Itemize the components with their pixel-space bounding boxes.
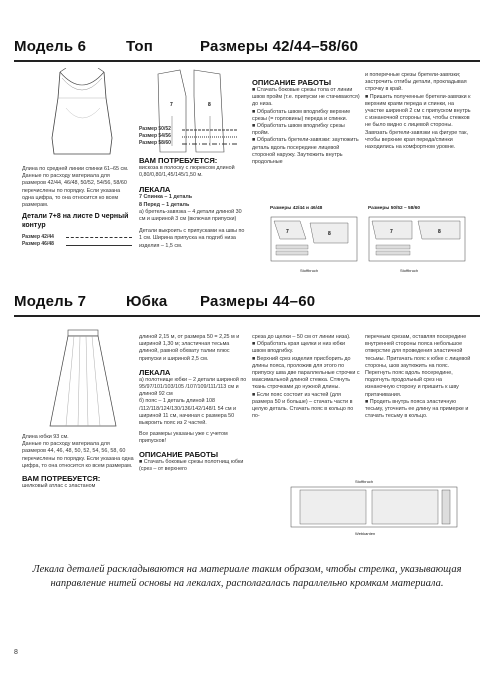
model6-details: Детали 7+8 на листе D черный контур	[22, 213, 129, 229]
size-legend-lines	[180, 127, 240, 151]
size-key-42	[22, 234, 132, 241]
size-key-46	[22, 241, 132, 248]
model7-sizes: Размеры 44–60	[200, 293, 316, 310]
model7-work-1: ■ Стачать боковые срезы полотнищ юбки (срез – от верхнего	[139, 458, 244, 472]
model6-lekala-heading: ЛЕКАЛА	[139, 185, 171, 195]
model7-header	[14, 293, 480, 310]
svg-text:7: 7	[390, 229, 393, 235]
model7-work-3: перечным срезам, оставляя посередине внутренней стороны пояса небольшое отверстие для проведения эластичной тесьмы. Притачать пояс к юбке с лицевой стороны, шов заутюжить на пояс. Перегнуть пояс вдоль посередине, подогнуть продольный срез на изнаночную сторону и пришить к шву притачивания. ■ Продеть внутрь пояса эластичную тесьму, уточнить ее длину на примерке и стачать тесьму в кольцо.	[365, 334, 471, 420]
model6-usage-note: Данные по расходу материала для размеров 42/44, 46/48, 50/52, 54/56, 58/60 перечислены по порядку. Если указана одна цифра, то она относится ко всем размерам.	[22, 173, 127, 209]
size-legend-row: Размер 54/56	[139, 133, 171, 140]
size-legend-row: Размер 58/60	[139, 140, 171, 147]
skirt-layout-selvage: Webkanten	[355, 531, 376, 536]
model6-cut-note: Детали выкроить с припусками на швы по 1 см. Ширина припуска на подгиб низа изделия – 1,5 см.	[139, 228, 245, 249]
model7-lekala-note: Все размеры указаны уже с учетом припусков!	[139, 431, 228, 445]
model6-left-column	[22, 166, 132, 249]
model7-number: Модель 7	[14, 293, 87, 310]
model7-column-3	[252, 334, 360, 420]
model7-lekala-list: а) полотнище юбки – 2 детали шириной по 95/97/101/103/105 /107/109/111/113 см и длиной 92 см б) пояс – 1 деталь длиной 108 /112/118/124/130/136/142/148/1 54 см и шириной 11 см, начиная с размера 50 выкроить пояс из 2 частей.	[139, 376, 247, 427]
skirt-layout-diagram	[290, 486, 460, 530]
model6-lekala-list: 7 Спинка – 1 деталь 8 Перед – 1 деталь	[139, 194, 193, 208]
layout2-label: Размеры 50/52 – 58/60	[368, 206, 421, 211]
model6-work-column	[252, 78, 360, 166]
model6-need-heading: ВАМ ПОТРЕБУЕТСЯ:	[139, 156, 218, 165]
model6-rule	[14, 60, 480, 62]
layout1-diagram	[270, 213, 360, 269]
model7-work-2: среза до щелки – 50 см от линии низа). ■ Обработать края щелки и низ юбки швом вподгибку. ■ Верхний срез изделия присборить до длины пояса, проложив для этого по припуску шва две параллельные строчки с максимальной длиной стежка. Стянуть ткань строчками до нужной длины. ■ Если пояс состоит из частей (для размера 50 и больше) – стачать части в целую деталь. Стачать пояс в кольцо по по-	[252, 334, 360, 420]
layout2-fold: Stoffbruch	[400, 268, 419, 273]
page-number: 8	[14, 649, 18, 656]
svg-text:7: 7	[286, 229, 289, 235]
skirt-illustration	[40, 326, 126, 430]
model6-name: Топ	[126, 38, 154, 55]
size-key-label: Размер 46/48	[22, 241, 54, 248]
model7-column-4	[365, 334, 473, 420]
model7-need-heading: ВАМ ПОТРЕБУЕТСЯ:	[22, 474, 101, 484]
top-illustration	[30, 68, 130, 158]
footer-note: Лекала деталей раскладываются на материале таким образом, чтобы стрелка, указывающая направление нитей основы на лекалах, располагалась параллельно кромкам материала.	[32, 564, 462, 589]
svg-text:8: 8	[438, 229, 441, 235]
model6-need: вискоза в полоску с люрексом длиной 0,80/0,80/1,45/145/1,50 м.	[139, 165, 235, 179]
model6-work-1: ■ Стачать боковые срезы топа от линии швов пройм (т.е. припуски не стачиваются) до низа. ■ Обработать швом вподгибку верхние срезы (= горловины) переда и спинки. ■ Обработать швом вподгибку срезы пройм. ■ Обработать бретели-завязки: заутюжить деталь вдоль посередине лицевой стороной наружу. Заутюжить внутрь продольные	[252, 87, 360, 166]
layout2-diagram	[368, 213, 468, 269]
model6-work-column-2	[365, 72, 473, 151]
model6-work-heading: ОПИСАНИЕ РАБОТЫ	[252, 78, 332, 87]
model6-length: Длина по средней линии спинки 61–65 см.	[22, 166, 129, 172]
model6-work-2: и поперечные срезы бретели-завязки; застрочить отгибы детали, прокладывая строчку в край. ■ Пришить полученные бретели-завязки к верхним краям переда и спинки, на участке шириной 2 см с припуском внутрь с изнаночной стороны так, чтобы стежков не было видно с лицевой стороны. Завязать бретели-завязки на фигуре так, чтобы верхние края переда/спинки находились на комфортном уровне.	[365, 72, 471, 151]
model7-usage-note: Данные по расходу материала для размеров 44, 46, 48, 50, 52, 54, 56, 58, 60 перечислены по порядку. Если указана одна цифра, то она относится ко всем размерам.	[22, 441, 134, 469]
layout1-label: Размеры 42/44 и 46/48	[270, 206, 323, 211]
svg-text:8: 8	[208, 102, 211, 108]
model7-lekala-heading: ЛЕКАЛА	[139, 367, 171, 377]
model6-header	[14, 38, 480, 55]
model7-rule	[14, 315, 480, 317]
model7-left-column	[22, 434, 134, 490]
svg-text:7: 7	[170, 102, 173, 108]
size-legend-row: Размер 50/52	[139, 126, 171, 132]
model6-number: Модель 6	[14, 38, 87, 55]
model7-need: шелковый атлас с эластаном	[22, 483, 96, 490]
model6-sizes: Размеры 42/44–58/60	[200, 38, 359, 55]
size-key-label: Размер 42/44	[22, 234, 54, 241]
size-key-line	[66, 237, 132, 238]
model7-need-cont: длиной 2,15 м, от размера 50 = 2,25 м и шириной 1,30 м; эластичная тесьма длиной, равной обхвату талии плюс припуски и шириной 2,5 см.	[139, 334, 240, 362]
svg-text:8: 8	[328, 231, 331, 237]
layout1-fold: Stoffbruch	[300, 268, 319, 273]
model7-name: Юбка	[126, 293, 168, 310]
size-key-line	[66, 245, 132, 246]
model6-straps: а) бретель-завязка – 4 детали длиной 30 см и шириной 3 см (включая припуски)	[139, 208, 242, 223]
model6-middle-column	[139, 156, 247, 250]
model7-length: Длина юбки 93 см.	[22, 434, 69, 440]
model7-work-heading: ОПИСАНИЕ РАБОТЫ	[139, 449, 219, 459]
skirt-layout-fold: Stoffbruch	[355, 479, 374, 484]
model7-column-2	[139, 334, 247, 473]
